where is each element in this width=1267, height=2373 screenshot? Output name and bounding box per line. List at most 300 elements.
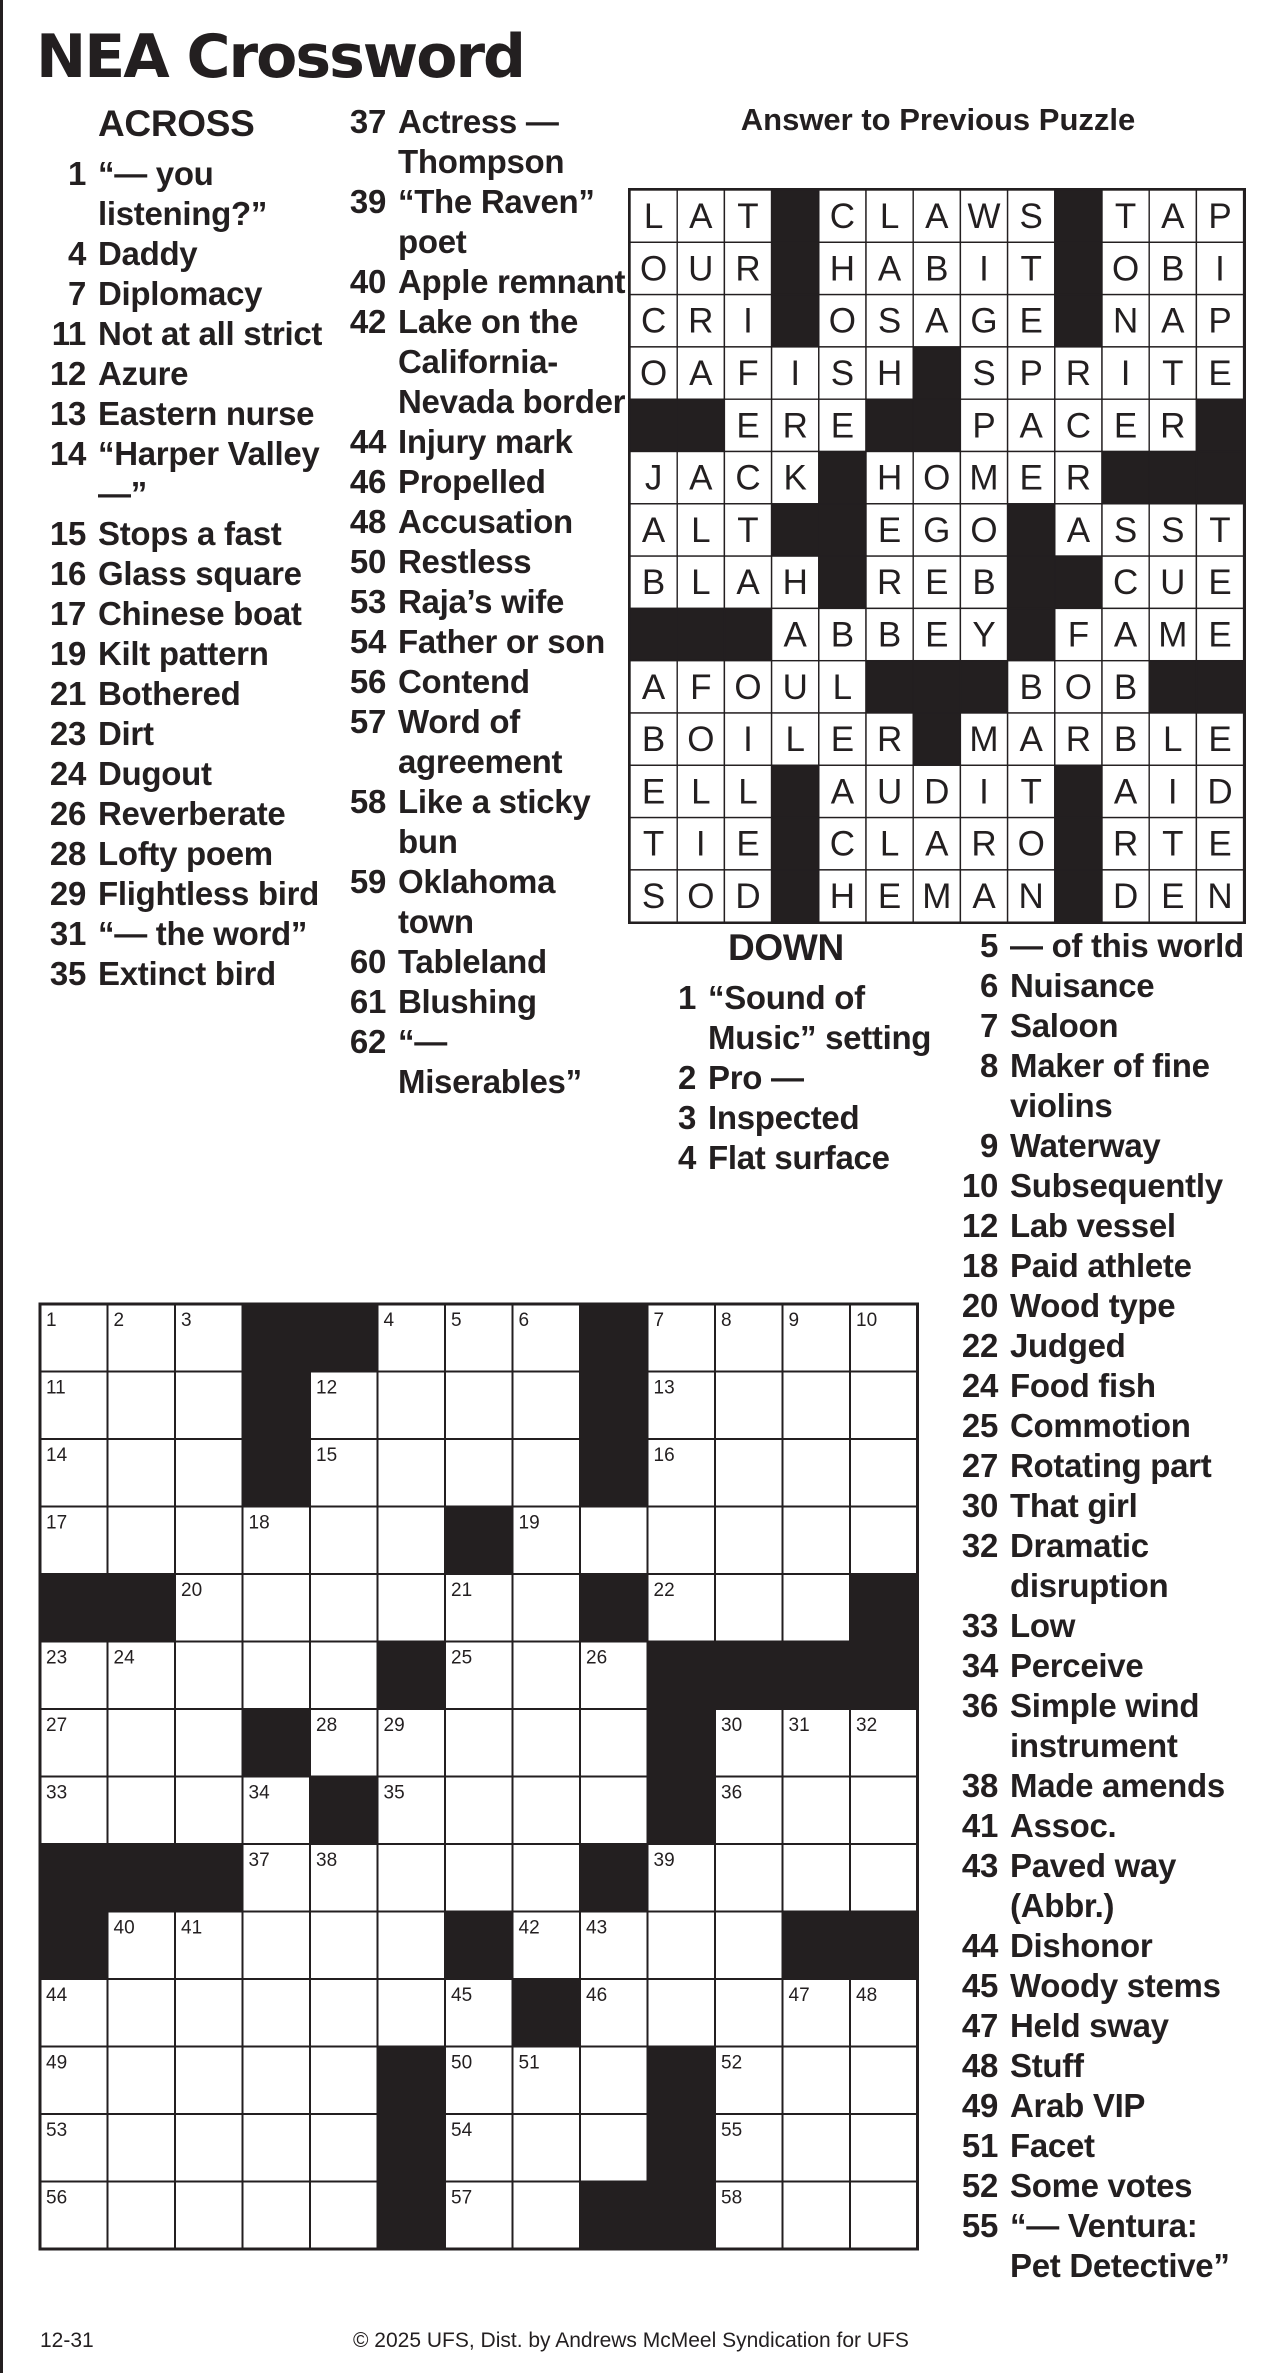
down-clue-text: Simple wind instrument xyxy=(1010,1687,1200,1764)
grid-cell[interactable] xyxy=(378,1979,446,2047)
grid-cell-number: 21 xyxy=(451,1580,473,1601)
across-clue-text: “— you listening?” xyxy=(98,155,268,232)
answer-letter: E xyxy=(1113,406,1138,446)
grid-cell[interactable] xyxy=(783,2182,851,2250)
down-clue-text: Arab VIP xyxy=(1010,2087,1146,2124)
down-clue-number: 1 xyxy=(677,979,696,1016)
down-clue-text: Wood type xyxy=(1010,1287,1176,1324)
grid-cell[interactable] xyxy=(243,1574,311,1642)
grid-cell[interactable] xyxy=(783,2047,851,2115)
grid-cell[interactable] xyxy=(243,2114,311,2182)
grid-cell[interactable] xyxy=(378,1912,446,1980)
down-clue-number: 2 xyxy=(677,1059,696,1096)
answer-letter: O xyxy=(687,720,715,760)
grid-cell-number: 24 xyxy=(113,1647,135,1669)
answer-letter: T xyxy=(737,197,759,237)
across-clue-number: 24 xyxy=(49,755,86,792)
down-clue-number: 49 xyxy=(961,2087,998,2124)
answer-black-square xyxy=(913,399,960,451)
grid-cell[interactable] xyxy=(310,1574,378,1642)
grid-cell[interactable] xyxy=(175,1372,243,1440)
down-clue xyxy=(950,966,1250,1006)
answer-letter: T xyxy=(1209,510,1231,550)
across-clue xyxy=(38,834,338,874)
grid-black-square xyxy=(445,1507,513,1575)
across-clue-text: Reverberate xyxy=(98,795,286,832)
grid-cell-number: 30 xyxy=(721,1715,743,1736)
down-clue-text: Flat surface xyxy=(708,1139,890,1176)
grid-cell-number: 39 xyxy=(653,1850,675,1871)
answer-letter: E xyxy=(1161,877,1185,917)
across-clue-text: Lofty poem xyxy=(98,835,273,872)
answer-black-square xyxy=(819,504,866,556)
answer-black-square xyxy=(913,713,960,765)
grid-cell[interactable] xyxy=(108,1372,176,1440)
grid-cell[interactable] xyxy=(310,1912,378,1980)
answer-letter: A xyxy=(736,563,760,603)
grid-cell-number: 49 xyxy=(46,2052,68,2074)
across-clue xyxy=(38,514,338,554)
grid-cell[interactable] xyxy=(850,2182,918,2250)
down-clue-number: 45 xyxy=(961,1967,998,2004)
grid-cell[interactable] xyxy=(715,1844,783,1912)
down-clue-number: 38 xyxy=(961,1767,998,1804)
grid-cell[interactable] xyxy=(715,1979,783,2047)
answer-black-square xyxy=(913,347,960,399)
grid-black-square xyxy=(580,2182,648,2250)
grid-cell[interactable] xyxy=(175,2182,243,2250)
grid-cell[interactable] xyxy=(715,1372,783,1440)
answer-black-square xyxy=(960,661,1007,713)
grid-cell[interactable] xyxy=(175,1439,243,1507)
grid-cell[interactable] xyxy=(850,2114,918,2182)
across-clue-number: 42 xyxy=(349,303,386,340)
answer-letter: T xyxy=(1114,197,1137,237)
grid-cell[interactable] xyxy=(310,1642,378,1710)
answer-letter: E xyxy=(736,406,760,446)
grid-cell[interactable] xyxy=(108,1979,176,2047)
grid-cell[interactable] xyxy=(243,1979,311,2047)
answer-letter: G xyxy=(923,510,951,550)
grid-cell[interactable] xyxy=(783,1507,851,1575)
grid-cell-number: 38 xyxy=(316,1850,338,1871)
down-clue-number: 10 xyxy=(961,1167,998,1204)
footer-copyright: © 2025 UFS, Dist. by Andrews McMeel Syndication for UFS xyxy=(353,2329,909,2352)
grid-cell[interactable] xyxy=(783,1439,851,1507)
grid-cell[interactable] xyxy=(513,1709,581,1777)
answer-letter: M xyxy=(969,720,999,760)
answer-letter: R xyxy=(735,249,761,289)
answer-letter: L xyxy=(691,563,711,603)
grid-cell[interactable] xyxy=(580,1777,648,1845)
grid-cell-number: 9 xyxy=(788,1310,800,1331)
answer-letter: O xyxy=(1017,824,1045,864)
down-clue-number: 12 xyxy=(961,1207,998,1244)
grid-cell[interactable] xyxy=(243,2047,311,2115)
down-clue-number: 52 xyxy=(961,2167,998,2204)
down-clue-text: Waterway xyxy=(1010,1127,1161,1164)
answer-letter: L xyxy=(879,197,900,237)
answer-black-square xyxy=(772,818,819,870)
grid-cell[interactable] xyxy=(243,1912,311,1980)
across-clue-text: Actress — Thompson xyxy=(398,103,565,180)
down-clue-number: 55 xyxy=(961,2207,998,2244)
grid-black-square xyxy=(175,1844,243,1912)
across-clue xyxy=(38,234,338,274)
across-clue xyxy=(38,754,338,794)
answer-letter: H xyxy=(829,249,856,289)
grid-cell[interactable] xyxy=(648,1912,716,1980)
down-clue-number: 22 xyxy=(961,1327,998,1364)
grid-cell[interactable] xyxy=(310,1507,378,1575)
grid-cell-number: 2 xyxy=(113,1310,125,1331)
grid-cell[interactable] xyxy=(783,1844,851,1912)
down-clue xyxy=(950,1966,1250,2006)
grid-cell-number: 56 xyxy=(46,2187,68,2209)
across-clue-text: Dirt xyxy=(98,715,154,752)
grid-black-square xyxy=(445,1912,513,1980)
answer-letter: B xyxy=(925,249,949,289)
across-clue-number: 56 xyxy=(349,663,386,700)
down-clue-text: Food fish xyxy=(1010,1367,1156,1404)
down-clue xyxy=(950,2046,1250,2086)
grid-cell[interactable] xyxy=(445,1844,513,1912)
down-clue-text: Facet xyxy=(1010,2127,1095,2164)
across-clue-text: Contend xyxy=(398,663,530,700)
grid-cell[interactable] xyxy=(580,1507,648,1575)
grid-cell[interactable] xyxy=(783,2114,851,2182)
grid-cell[interactable] xyxy=(175,2114,243,2182)
down-clue xyxy=(950,2206,1250,2286)
answer-letter: E xyxy=(1208,615,1232,655)
answer-black-square xyxy=(1055,556,1102,608)
grid-black-square xyxy=(580,1304,648,1372)
grid-black-square xyxy=(378,1642,446,1710)
grid-cell[interactable] xyxy=(445,1372,513,1440)
grid-cell-number: 15 xyxy=(316,1445,338,1466)
down-clue xyxy=(950,1126,1250,1166)
grid-black-square xyxy=(513,1979,581,2047)
across-clue-text: Daddy xyxy=(98,235,198,272)
grid-cell[interactable] xyxy=(175,1709,243,1777)
down-clue-number: 43 xyxy=(961,1847,998,1884)
grid-cell-number: 43 xyxy=(586,1917,608,1939)
answer-letter: M xyxy=(969,458,999,498)
grid-cell[interactable] xyxy=(310,2182,378,2250)
answer-letter: J xyxy=(644,458,663,498)
down-clue-number: 6 xyxy=(979,967,998,1004)
across-clue xyxy=(38,434,338,514)
answer-black-square xyxy=(772,190,819,242)
answer-black-square xyxy=(866,399,913,451)
grid-cell[interactable] xyxy=(715,1912,783,1980)
grid-cell[interactable] xyxy=(378,1439,446,1507)
grid-cell-number: 26 xyxy=(586,1647,608,1669)
down-clue-text: Pro — xyxy=(708,1059,804,1096)
across-clue-text: “— the word” xyxy=(98,915,308,952)
across-clue-text: “— Miserables” xyxy=(398,1023,582,1100)
grid-cell[interactable] xyxy=(580,2114,648,2182)
grid-cell[interactable] xyxy=(378,1507,446,1575)
grid-cell[interactable] xyxy=(378,1574,446,1642)
down-clue xyxy=(950,1846,1250,1926)
across-clue-number: 11 xyxy=(51,315,86,352)
grid-cell-number: 48 xyxy=(856,1985,878,2006)
answer-letter: U xyxy=(876,772,903,812)
down-clue xyxy=(950,1606,1250,1646)
answer-letter: R xyxy=(876,720,903,760)
across-clue-number: 13 xyxy=(49,395,86,432)
grid-cell[interactable] xyxy=(513,1777,581,1845)
answer-letter: S xyxy=(641,877,666,917)
across-clue xyxy=(38,274,338,314)
grid-cell[interactable] xyxy=(175,1642,243,1710)
grid-black-square xyxy=(378,2114,446,2182)
across-clue-number: 31 xyxy=(49,915,86,952)
grid-cell[interactable] xyxy=(783,1777,851,1845)
answer-letter: I xyxy=(979,249,989,289)
grid-cell[interactable] xyxy=(715,1439,783,1507)
grid-cell-number: 29 xyxy=(383,1715,405,1736)
left-border-rule xyxy=(0,0,3,2373)
grid-cell[interactable] xyxy=(175,2047,243,2115)
grid-cell[interactable] xyxy=(850,1439,918,1507)
answer-letter: Y xyxy=(972,615,996,655)
answer-letter: O xyxy=(639,249,668,289)
answer-letter: B xyxy=(1161,249,1185,289)
answer-letter: N xyxy=(1112,301,1139,341)
answer-letter: E xyxy=(1208,720,1232,760)
grid-cell[interactable] xyxy=(108,1777,176,1845)
answer-black-square xyxy=(1055,295,1102,347)
down-clue-text: Maker of fine violins xyxy=(1010,1047,1210,1124)
down-clues-column-1 xyxy=(650,926,950,1178)
down-clue-number: 34 xyxy=(961,1647,998,1684)
answer-letter: I xyxy=(790,354,801,394)
down-clue-number: 33 xyxy=(961,1607,998,1644)
grid-cell[interactable] xyxy=(108,2182,176,2250)
answer-letter: B xyxy=(641,720,666,760)
answer-black-square xyxy=(1008,608,1055,660)
answer-letter: S xyxy=(877,301,902,341)
grid-cell[interactable] xyxy=(108,1439,176,1507)
answer-letter: A xyxy=(925,301,949,341)
grid-cell[interactable] xyxy=(445,1777,513,1845)
answer-black-square xyxy=(1008,556,1055,608)
grid-cell[interactable] xyxy=(310,2047,378,2115)
answer-letter: F xyxy=(1067,615,1090,655)
grid-black-square xyxy=(310,1304,378,1372)
grid-cell-number: 52 xyxy=(721,2052,743,2074)
across-clue xyxy=(338,182,628,262)
across-clue xyxy=(338,982,628,1022)
down-clue-number: 18 xyxy=(961,1247,998,1284)
across-clue-text: Diplomacy xyxy=(98,275,263,312)
answer-heading: Answer to Previous Puzzle xyxy=(740,102,1136,137)
answer-black-square xyxy=(1102,451,1149,503)
grid-cell-number: 41 xyxy=(181,1917,203,1939)
answer-letter: A xyxy=(1066,510,1091,550)
grid-cell[interactable] xyxy=(108,1709,176,1777)
grid-cell[interactable] xyxy=(108,2047,176,2115)
grid-cell[interactable] xyxy=(243,1642,311,1710)
answer-letter: H xyxy=(829,877,856,917)
grid-cell[interactable] xyxy=(108,1507,176,1575)
grid-black-square xyxy=(580,1372,648,1440)
across-clue-text: Azure xyxy=(98,355,189,392)
grid-cell-number: 53 xyxy=(46,2120,68,2141)
grid-cell[interactable] xyxy=(580,1709,648,1777)
grid-cell[interactable] xyxy=(513,1439,581,1507)
grid-cell-number: 45 xyxy=(451,1985,473,2006)
grid-cell[interactable] xyxy=(310,1979,378,2047)
grid-cell[interactable] xyxy=(310,2114,378,2182)
across-clue-number: 21 xyxy=(49,675,86,712)
answer-letter: S xyxy=(972,354,996,394)
answer-letter: A xyxy=(1113,772,1138,812)
grid-cell[interactable] xyxy=(715,1574,783,1642)
answer-letter: C xyxy=(640,301,667,341)
across-clue-number: 28 xyxy=(49,835,86,872)
answer-letter: A xyxy=(1019,406,1043,446)
answer-black-square xyxy=(677,608,724,660)
answer-black-square xyxy=(772,295,819,347)
answer-letter: O xyxy=(828,301,857,341)
down-clue-text: Made amends xyxy=(1010,1767,1225,1804)
answer-letter: A xyxy=(689,354,713,394)
answer-letter: U xyxy=(1160,563,1186,603)
across-clue-number: 12 xyxy=(49,355,86,392)
grid-cell-number: 6 xyxy=(518,1310,530,1331)
answer-letter: O xyxy=(923,458,951,498)
answer-letter: S xyxy=(830,354,855,394)
answer-letter: U xyxy=(782,667,808,707)
grid-cell[interactable] xyxy=(850,2047,918,2115)
across-clue xyxy=(38,794,338,834)
grid-cell[interactable] xyxy=(243,2182,311,2250)
answer-letter: T xyxy=(642,824,665,864)
down-clue-number: 48 xyxy=(961,2047,998,2084)
grid-cell[interactable] xyxy=(850,1777,918,1845)
answer-letter: T xyxy=(1020,772,1042,812)
answer-letter: S xyxy=(1113,510,1138,550)
across-clue xyxy=(338,1022,628,1102)
across-clue-text: Extinct bird xyxy=(98,955,276,992)
grid-cell[interactable] xyxy=(850,1507,918,1575)
down-clue-number: 24 xyxy=(961,1367,998,1404)
answer-letter: A xyxy=(641,510,666,550)
answer-letter: E xyxy=(830,720,855,760)
grid-cell-number: 13 xyxy=(653,1377,675,1399)
down-clue xyxy=(950,1766,1250,1806)
down-clue-number: 4 xyxy=(677,1139,696,1176)
grid-cell[interactable] xyxy=(108,2114,176,2182)
grid-cell[interactable] xyxy=(513,1642,581,1710)
answer-letter: A xyxy=(1019,720,1043,760)
answer-letter: E xyxy=(925,563,949,603)
down-clue xyxy=(950,1166,1250,1206)
across-clue-text: Blushing xyxy=(398,983,537,1020)
grid-cell[interactable] xyxy=(175,1507,243,1575)
down-clue-text: Assoc. xyxy=(1010,1807,1117,1844)
down-clue xyxy=(950,1686,1250,1766)
answer-black-square xyxy=(1196,451,1243,503)
across-clue-number: 1 xyxy=(67,155,86,192)
answer-letter: I xyxy=(743,720,753,760)
grid-cell[interactable] xyxy=(445,1709,513,1777)
previous-answer-grid xyxy=(628,188,1246,924)
grid-cell[interactable] xyxy=(175,1777,243,1845)
answer-letter: I xyxy=(979,772,989,812)
grid-cell[interactable] xyxy=(783,1372,851,1440)
grid-black-square xyxy=(715,1642,783,1710)
grid-cell[interactable] xyxy=(445,1439,513,1507)
answer-letter: T xyxy=(1020,249,1042,289)
grid-cell[interactable] xyxy=(648,1507,716,1575)
across-clue-number: 50 xyxy=(349,543,386,580)
answer-letter: P xyxy=(972,406,996,446)
down-clue-number: 32 xyxy=(961,1527,998,1564)
answer-letter: D xyxy=(1207,772,1233,812)
grid-cell[interactable] xyxy=(513,1844,581,1912)
grid-cell[interactable] xyxy=(378,1372,446,1440)
down-clue xyxy=(950,1486,1250,1526)
grid-cell[interactable] xyxy=(850,1372,918,1440)
across-clue-number: 7 xyxy=(67,275,86,312)
down-clue-text: Held sway xyxy=(1010,2007,1169,2044)
answer-letter: R xyxy=(1160,406,1186,446)
across-clue xyxy=(338,942,628,982)
grid-cell[interactable] xyxy=(513,2182,581,2250)
down-clue-number: 51 xyxy=(961,2127,998,2164)
grid-cell-number: 23 xyxy=(46,1647,68,1669)
down-clue-text: Judged xyxy=(1010,1327,1126,1364)
crossword-grid xyxy=(38,1302,920,2251)
grid-cell[interactable] xyxy=(175,1979,243,2047)
answer-black-square xyxy=(1196,661,1243,713)
grid-cell[interactable] xyxy=(513,2114,581,2182)
answer-letter: B xyxy=(641,563,666,603)
down-clue xyxy=(950,1366,1250,1406)
down-clue-text: Inspected xyxy=(708,1099,860,1136)
grid-black-square xyxy=(648,1777,716,1845)
down-clue-number: 44 xyxy=(961,1927,998,1964)
grid-cell[interactable] xyxy=(648,1979,716,2047)
grid-cell[interactable] xyxy=(783,1574,851,1642)
answer-black-square xyxy=(1149,661,1196,713)
footer-date: 12-31 xyxy=(40,2329,94,2352)
across-clue-number: 54 xyxy=(349,623,386,660)
answer-letter: A xyxy=(641,667,666,707)
grid-black-square xyxy=(243,1372,311,1440)
grid-cell[interactable] xyxy=(715,1507,783,1575)
down-clue-text: Dramatic disruption xyxy=(1010,1527,1169,1604)
down-clue xyxy=(950,1246,1250,1286)
answer-letter: T xyxy=(737,510,759,550)
answer-letter: R xyxy=(1065,720,1092,760)
down-clue xyxy=(950,1406,1250,1446)
grid-cell[interactable] xyxy=(513,1574,581,1642)
down-clue-number: 5 xyxy=(979,927,998,964)
grid-cell[interactable] xyxy=(580,2047,648,2115)
grid-cell[interactable] xyxy=(850,1844,918,1912)
across-clue-number: 4 xyxy=(67,235,86,272)
grid-black-square xyxy=(648,1709,716,1777)
across-clue-text: Father or son xyxy=(398,623,605,660)
grid-cell[interactable] xyxy=(513,1372,581,1440)
grid-cell[interactable] xyxy=(378,1844,446,1912)
down-clue-number: 25 xyxy=(961,1407,998,1444)
